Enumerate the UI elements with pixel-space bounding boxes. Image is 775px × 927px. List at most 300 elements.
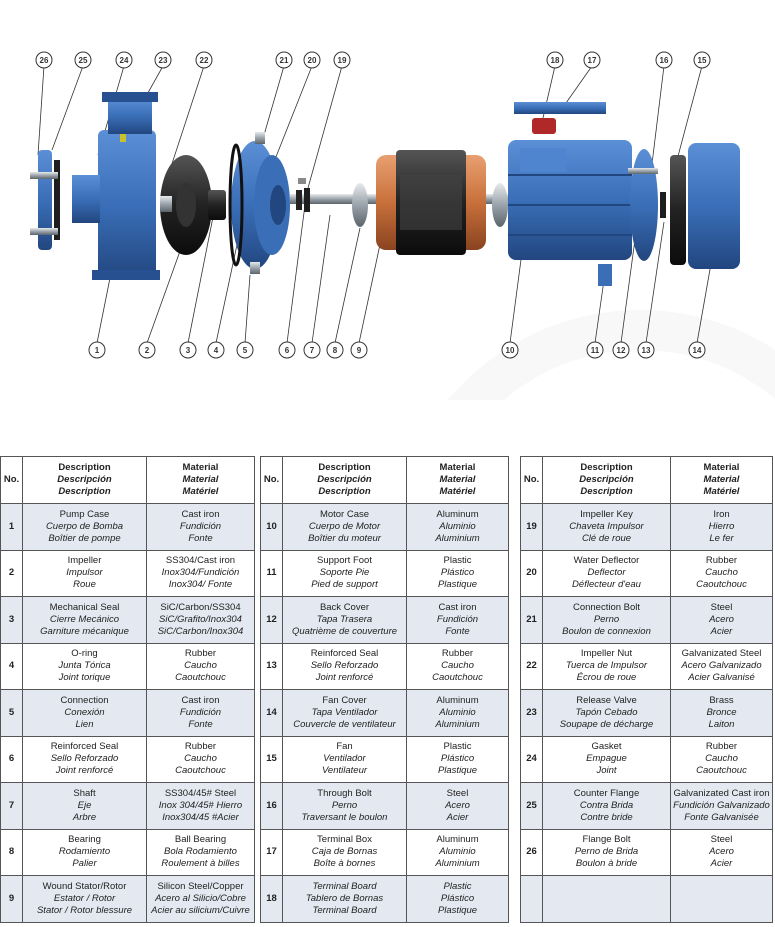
part-description-line: Palier xyxy=(72,858,97,870)
callout xyxy=(75,52,91,68)
parts-tables xyxy=(0,456,775,923)
part-material xyxy=(407,550,509,597)
part-number: 2 xyxy=(1,550,23,597)
part-description-line: Contra Brida xyxy=(579,799,634,811)
table-row xyxy=(521,829,773,876)
part-material-line: Inox304/ Fonte xyxy=(168,579,233,591)
part-description xyxy=(283,550,407,597)
part-material xyxy=(147,876,255,923)
part-material xyxy=(147,643,255,690)
part-material-line: Acero Galvanizado xyxy=(681,660,762,672)
part-material xyxy=(671,690,773,737)
part-description xyxy=(23,643,147,690)
part-material-line: Hierro xyxy=(708,520,735,532)
header-description-line: Description xyxy=(580,462,633,473)
part-material-line: Caoutchouc xyxy=(175,672,226,684)
part-material xyxy=(671,736,773,783)
svg-text:25: 25 xyxy=(78,56,88,65)
part-material xyxy=(147,597,255,644)
svg-text:17: 17 xyxy=(587,56,597,65)
part-material-line: Aluminio xyxy=(439,846,476,858)
header-material xyxy=(671,457,773,504)
table-row xyxy=(521,504,773,551)
table-row xyxy=(261,690,509,737)
svg-text:7: 7 xyxy=(309,346,315,355)
part-material-line: SiC/Grafito/Inox304 xyxy=(159,613,242,625)
part-description-line: Perno de Brida xyxy=(574,846,639,858)
part-description xyxy=(543,876,671,923)
callout xyxy=(587,342,603,358)
part-description-line: Roue xyxy=(73,579,96,591)
part-number xyxy=(521,876,543,923)
support-foot xyxy=(598,264,612,286)
part-material-line: Galvanizated Steel xyxy=(681,648,762,660)
header-material-line: Material xyxy=(703,474,740,485)
part-description-line: Pied de support xyxy=(311,579,378,591)
table-row xyxy=(1,550,255,597)
part-material xyxy=(671,829,773,876)
header-material-line: Matériel xyxy=(182,486,219,497)
svg-text:23: 23 xyxy=(158,56,168,65)
svg-text:4: 4 xyxy=(213,346,219,355)
part-material xyxy=(407,504,509,551)
header-material-line: Material xyxy=(182,462,219,473)
header-material xyxy=(147,457,255,504)
part-description xyxy=(283,597,407,644)
callout xyxy=(208,342,224,358)
part-material-line: Acier Galvanisé xyxy=(688,672,755,684)
table-row xyxy=(521,550,773,597)
part-description-line: Arbre xyxy=(72,811,97,823)
part-description xyxy=(283,876,407,923)
part-description xyxy=(543,690,671,737)
part-material-line: Caoutchouc xyxy=(432,672,483,684)
part-material-line: Aluminum xyxy=(436,834,479,846)
svg-text:20: 20 xyxy=(307,56,317,65)
part-material-line: Aluminio xyxy=(439,706,476,718)
callout xyxy=(334,52,350,68)
part-description-line: Gasket xyxy=(591,741,622,753)
parts-table-2 xyxy=(260,456,509,923)
svg-text:1: 1 xyxy=(94,346,100,355)
table-row xyxy=(261,783,509,830)
part-description-line: Empague xyxy=(586,753,627,765)
part-material xyxy=(407,876,509,923)
part-description-line: Shaft xyxy=(73,787,96,799)
part-description-line: Boîte à bornes xyxy=(313,858,376,870)
part-number: 4 xyxy=(1,643,23,690)
part-number: 9 xyxy=(1,876,23,923)
table-row xyxy=(521,597,773,644)
connection-bolt xyxy=(250,262,260,274)
parts-table-3 xyxy=(520,456,773,923)
header-description-line: Description xyxy=(318,462,371,473)
table-row xyxy=(1,736,255,783)
part-description xyxy=(23,783,147,830)
svg-text:9: 9 xyxy=(356,346,362,355)
part-number: 5 xyxy=(1,690,23,737)
header-description-line: Description xyxy=(58,462,111,473)
part-material-line: Fonte xyxy=(188,532,213,544)
callout xyxy=(689,342,705,358)
mechanical-seal xyxy=(208,190,226,220)
fan xyxy=(670,155,686,265)
part-description xyxy=(283,829,407,876)
callout xyxy=(196,52,212,68)
part-description-line: Stator / Rotor blessure xyxy=(36,904,133,916)
part-number: 3 xyxy=(1,597,23,644)
part-material-line: SiC/Carbon/SS304 xyxy=(160,601,241,613)
svg-text:26: 26 xyxy=(39,56,49,65)
part-description-line: Mechanical Seal xyxy=(49,601,120,613)
part-material xyxy=(671,504,773,551)
svg-text:13: 13 xyxy=(641,346,651,355)
table-row xyxy=(521,736,773,783)
svg-text:19: 19 xyxy=(337,56,347,65)
fan-cover xyxy=(688,143,740,269)
part-material xyxy=(407,736,509,783)
svg-text:24: 24 xyxy=(119,56,129,65)
part-description xyxy=(543,783,671,830)
table-row xyxy=(1,783,255,830)
part-material-line: Caucho xyxy=(184,660,217,672)
part-number: 23 xyxy=(521,690,543,737)
header-material-line: Material xyxy=(439,462,476,473)
svg-text:10: 10 xyxy=(505,346,515,355)
header-description-line: Descripción xyxy=(317,474,372,485)
part-description-line: Perno xyxy=(331,799,358,811)
part-description-line: Contre bride xyxy=(580,811,633,823)
part-description-line: Perno xyxy=(593,613,620,625)
callout xyxy=(155,52,171,68)
part-description-line: Chaveta Impulsor xyxy=(569,520,644,532)
header-material-line: Matériel xyxy=(703,486,740,497)
part-material-line: Fonte xyxy=(188,718,213,730)
table-row xyxy=(1,829,255,876)
part-number: 25 xyxy=(521,783,543,830)
part-description-line: Water Deflector xyxy=(573,555,640,567)
part-material-line: Caoutchouc xyxy=(696,579,747,591)
svg-text:14: 14 xyxy=(692,346,702,355)
terminal-board xyxy=(532,118,556,134)
part-number: 6 xyxy=(1,736,23,783)
callout xyxy=(116,52,132,68)
part-description-line: Clé de roue xyxy=(581,532,632,544)
bearing xyxy=(492,183,508,227)
part-material-line: Fonte xyxy=(445,625,470,637)
table-row xyxy=(261,736,509,783)
part-description-line: Release Valve xyxy=(576,694,637,706)
part-material xyxy=(147,736,255,783)
part-description-line: Boîtier de pompe xyxy=(48,532,121,544)
part-material-line: Plastic xyxy=(443,880,472,892)
table-row xyxy=(1,597,255,644)
callout xyxy=(327,342,343,358)
part-material xyxy=(147,690,255,737)
part-material-line: Acero xyxy=(445,799,470,811)
callout xyxy=(547,52,563,68)
svg-text:3: 3 xyxy=(185,346,191,355)
callout xyxy=(584,52,600,68)
part-material-line: Silicon Steel/Copper xyxy=(157,880,244,892)
table-row xyxy=(521,783,773,830)
part-description-line: Boulon de connexion xyxy=(562,625,651,637)
part-number: 17 xyxy=(261,829,283,876)
part-description-line: Impeller Key xyxy=(580,508,633,520)
part-material-line: Plastique xyxy=(437,904,478,916)
callout xyxy=(656,52,672,68)
header-material-line: Material xyxy=(703,462,740,473)
part-description-line: Impeller Nut xyxy=(580,648,633,660)
callout xyxy=(502,342,518,358)
part-description-line: Through Bolt xyxy=(317,787,372,799)
part-description-line: Junta Tórica xyxy=(58,660,111,672)
part-number: 26 xyxy=(521,829,543,876)
svg-text:5: 5 xyxy=(242,346,248,355)
callout xyxy=(304,52,320,68)
part-description-line: O-ring xyxy=(71,648,98,660)
svg-text:2: 2 xyxy=(144,346,150,355)
part-number: 8 xyxy=(1,829,23,876)
callout xyxy=(304,342,320,358)
part-material-line: Acero xyxy=(709,846,734,858)
back-cover xyxy=(630,149,658,261)
part-description-line: Tuerca de Impulsor xyxy=(565,660,648,672)
table-row xyxy=(261,643,509,690)
part-number: 21 xyxy=(521,597,543,644)
part-description-line: Fan xyxy=(336,741,353,753)
part-material-line: Iron xyxy=(713,508,730,520)
header-description-line: Description xyxy=(318,486,371,497)
svg-text:11: 11 xyxy=(590,346,600,355)
svg-text:12: 12 xyxy=(616,346,626,355)
part-material-line: Plástico xyxy=(440,753,475,765)
part-material xyxy=(671,597,773,644)
svg-text:15: 15 xyxy=(697,56,707,65)
callout xyxy=(638,342,654,358)
header-no: No. xyxy=(261,457,283,504)
part-material xyxy=(147,504,255,551)
part-material-line: Roulement à billes xyxy=(161,858,240,870)
part-description-line: Eje xyxy=(77,799,92,811)
header-description-line: Descripción xyxy=(579,474,634,485)
through-bolt xyxy=(628,168,658,174)
part-description xyxy=(283,690,407,737)
flange-bolt xyxy=(30,228,58,235)
svg-text:21: 21 xyxy=(279,56,289,65)
part-description-line: Terminal Board xyxy=(312,880,377,892)
part-material-line: Aluminium xyxy=(435,718,480,730)
header-description-line: Description xyxy=(580,486,633,497)
part-material-line: Steel xyxy=(710,834,733,846)
part-material xyxy=(407,643,509,690)
part-description-line: Rodamiento xyxy=(58,846,111,858)
part-material-line: Inox304/Fundición xyxy=(161,567,240,579)
part-material-line: Inox304/45 #Acier xyxy=(162,811,239,823)
part-description-line: Cierre Mecánico xyxy=(49,613,120,625)
part-material-line: Acier au silicium/Cuivre xyxy=(151,904,250,916)
part-description-line: Quatrième de couverture xyxy=(291,625,398,637)
part-number: 19 xyxy=(521,504,543,551)
impeller-key xyxy=(298,178,306,184)
part-description-line: Boulon à bride xyxy=(575,858,638,870)
svg-text:18: 18 xyxy=(550,56,560,65)
part-material-line: Plastique xyxy=(437,579,478,591)
callout xyxy=(613,342,629,358)
part-description xyxy=(543,597,671,644)
part-description-line: Estator / Rotor xyxy=(53,892,116,904)
part-number: 20 xyxy=(521,550,543,597)
header-description xyxy=(23,457,147,504)
part-description-line: Joint torique xyxy=(58,672,111,684)
part-material-line: Cast iron xyxy=(181,508,220,520)
table-row xyxy=(261,550,509,597)
part-description-line: Impulsor xyxy=(66,567,103,579)
part-description-line: Joint renforcé xyxy=(315,672,374,684)
part-description-line: Reinforced Seal xyxy=(310,648,379,660)
part-description-line: Lien xyxy=(75,718,94,730)
part-material-line: SiC/Carbon/Inox304 xyxy=(157,625,244,637)
reinforced-seal xyxy=(304,188,310,212)
callout xyxy=(139,342,155,358)
part-material-line: Caucho xyxy=(705,753,738,765)
part-description-line: Caja de Bornas xyxy=(311,846,378,858)
callout xyxy=(180,342,196,358)
part-material-line: Caoutchouc xyxy=(696,765,747,777)
part-number: 10 xyxy=(261,504,283,551)
part-description xyxy=(23,504,147,551)
callout xyxy=(694,52,710,68)
part-description-line: Garniture mécanique xyxy=(40,625,129,637)
part-material-line: Aluminum xyxy=(436,508,479,520)
table-header-row xyxy=(261,457,509,504)
part-material-line: Caucho xyxy=(184,753,217,765)
part-material-line: Galvanizated Cast iron xyxy=(673,787,770,799)
part-description xyxy=(23,876,147,923)
part-material-line: Aluminium xyxy=(435,532,480,544)
header-material-line: Material xyxy=(182,474,219,485)
table-row xyxy=(261,876,509,923)
table-row xyxy=(261,597,509,644)
part-material xyxy=(671,783,773,830)
part-material xyxy=(671,643,773,690)
part-material-line: Ball Bearing xyxy=(174,834,227,846)
part-material-line: Laiton xyxy=(708,718,735,730)
part-material-line: Fundición Galvanizado xyxy=(673,799,770,811)
part-material xyxy=(407,690,509,737)
motor-case xyxy=(508,140,632,260)
part-material xyxy=(147,550,255,597)
part-description-line: Back Cover xyxy=(319,601,370,613)
part-description-line: Cuerpo de Bomba xyxy=(45,520,124,532)
part-material-line: SS304/Cast iron xyxy=(165,555,236,567)
part-description-line: Fan Cover xyxy=(322,694,367,706)
part-description xyxy=(543,643,671,690)
svg-text:8: 8 xyxy=(332,346,338,355)
part-description xyxy=(283,643,407,690)
callout xyxy=(351,342,367,358)
part-material-line: Cast iron xyxy=(438,601,477,613)
parts-table-1 xyxy=(0,456,255,923)
header-description xyxy=(283,457,407,504)
terminal-box xyxy=(514,102,606,114)
svg-text:6: 6 xyxy=(284,346,290,355)
callout xyxy=(279,342,295,358)
part-description-line: Pump Case xyxy=(59,508,110,520)
part-material xyxy=(147,783,255,830)
table-row xyxy=(1,643,255,690)
part-description-line: Joint xyxy=(596,765,617,777)
part-material-line: Aluminium xyxy=(435,858,480,870)
part-description-line: Tapa Ventilador xyxy=(311,706,378,718)
part-material-line: Acier xyxy=(710,858,733,870)
part-material-line: Rubber xyxy=(441,648,474,660)
part-description-line: Soporte Pie xyxy=(319,567,370,579)
part-material-line: Le fer xyxy=(709,532,734,544)
part-material-line: Aluminio xyxy=(439,520,476,532)
part-description-line: Deflector xyxy=(587,567,626,579)
part-material-line: SS304/45# Steel xyxy=(164,787,237,799)
callout xyxy=(276,52,292,68)
header-material-line: Material xyxy=(439,474,476,485)
part-description-line: Bearing xyxy=(68,834,101,846)
impeller-nut xyxy=(160,196,172,212)
part-material-line: Caucho xyxy=(441,660,474,672)
part-material-line: Fundición xyxy=(179,520,222,532)
part-number: 11 xyxy=(261,550,283,597)
part-description-line: Tablero de Bornas xyxy=(305,892,384,904)
part-description xyxy=(543,829,671,876)
part-number: 15 xyxy=(261,736,283,783)
header-description-line: Descripción xyxy=(57,474,112,485)
part-description-line: Couvercle de ventilateur xyxy=(293,718,396,730)
table-row xyxy=(1,690,255,737)
callout xyxy=(36,52,52,68)
part-description-line: Ventilador xyxy=(323,753,366,765)
part-description-line: Flange Bolt xyxy=(582,834,631,846)
part-material-line: Plástico xyxy=(440,892,475,904)
part-material-line: Rubber xyxy=(184,648,217,660)
part-material xyxy=(407,597,509,644)
part-number: 13 xyxy=(261,643,283,690)
part-material-line: Fundición xyxy=(179,706,222,718)
part-material-line: Caoutchouc xyxy=(175,765,226,777)
part-description-line: Terminal Box xyxy=(317,834,372,846)
part-material xyxy=(147,829,255,876)
part-material-line: Bronce xyxy=(706,706,737,718)
part-material-line: Bola Rodamiento xyxy=(164,846,237,858)
part-number: 18 xyxy=(261,876,283,923)
part-description-line: Connection xyxy=(60,694,109,706)
part-material-line: Inox 304/45# Hierro xyxy=(158,799,243,811)
part-description-line: Reinforced Seal xyxy=(50,741,119,753)
part-material-line: Rubber xyxy=(705,555,738,567)
callout xyxy=(237,342,253,358)
part-number: 22 xyxy=(521,643,543,690)
exploded-pump-diagram xyxy=(0,0,775,400)
part-description-line: Tapón Cebado xyxy=(575,706,638,718)
part-material-line: Acero al Silicio/Cobre xyxy=(155,892,246,904)
header-no: No. xyxy=(521,457,543,504)
part-description xyxy=(283,736,407,783)
water-deflector xyxy=(296,190,302,210)
table-header-row xyxy=(521,457,773,504)
part-material-line: Acier xyxy=(710,625,733,637)
part-material-line: Plastic xyxy=(443,555,472,567)
part-description xyxy=(23,550,147,597)
part-material-line: Fundición xyxy=(436,613,479,625)
table-row xyxy=(1,876,255,923)
